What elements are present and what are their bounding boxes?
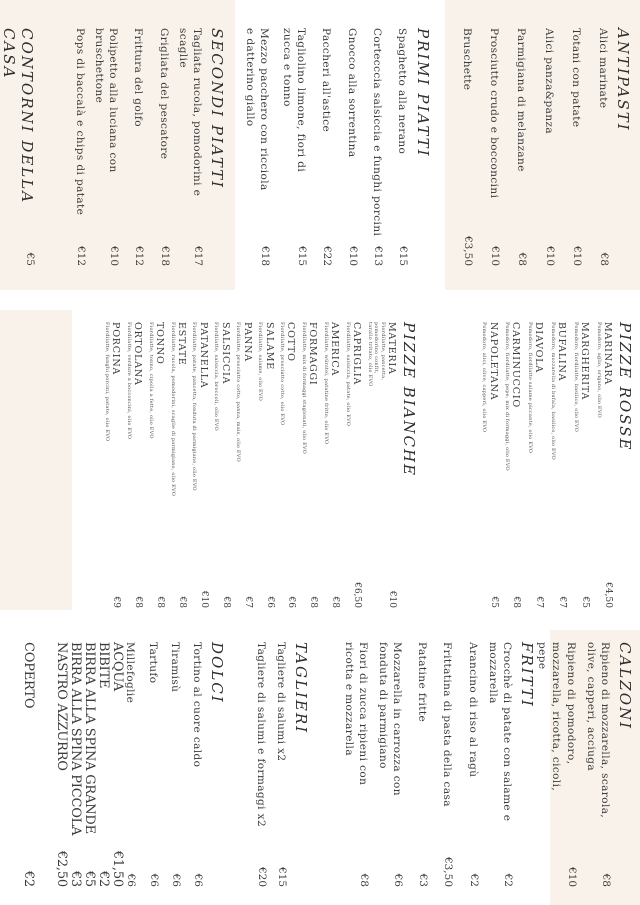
list-item: [596, 28, 610, 266]
item-name: Cortecccia salsiccia e funghi porcini: [370, 28, 383, 237]
primi-list: [243, 28, 409, 266]
item-name: Paccheri all'astice: [320, 28, 333, 133]
item-price: €7: [557, 596, 568, 608]
item-name: Tagliata rucola, pomodorini e scaglie: [176, 28, 203, 197]
item-price: €7: [534, 596, 545, 608]
item-price: €10: [108, 245, 121, 266]
dolci-title: DOLCI: [208, 642, 226, 704]
list-item: [254, 642, 268, 887]
item-price: €10: [387, 590, 397, 608]
secondi-section: [73, 28, 226, 266]
list-item: [465, 642, 479, 887]
item-price: €8: [220, 596, 231, 608]
list-item: [131, 28, 145, 266]
list-item: [213, 322, 231, 608]
list-item: [280, 28, 308, 266]
pizze-rosse-title: PIZZE ROSSE: [616, 322, 634, 452]
item-price: €8: [357, 873, 370, 887]
item-name: Alici panza&panza: [542, 28, 555, 135]
item-name: Ripieno di mozzarella, scarola, olive, capperi, acciuga: [584, 642, 611, 819]
item-name: Spaghetto alla nerano: [396, 28, 408, 155]
list-item: [103, 322, 121, 608]
pizza-desc: Pomodoro, fiordilatte, pepe, mix di formaggi, olio EVO: [504, 322, 511, 471]
list-item: [344, 322, 362, 608]
item-price: €8: [155, 596, 166, 608]
pizza-name: TONNO: [154, 322, 166, 365]
pizza-name: DIAVOLA: [533, 322, 545, 374]
item-price: €5: [82, 870, 97, 887]
pizza-name: NAPOLETANA: [487, 322, 499, 401]
contorni-section: [0, 28, 36, 266]
item-name: Frittatina di pasta della casa: [441, 642, 454, 807]
item-name: Tagliere di salumi e formaggi x2: [254, 642, 267, 828]
secondi-list: [73, 28, 204, 266]
item-price: €6: [125, 873, 138, 887]
item-price: €8: [330, 596, 341, 608]
item-price: €6,50: [352, 582, 363, 608]
calzoni-list: [535, 642, 612, 887]
list-item: [168, 642, 182, 887]
taglieri-title: TAGLIERI: [292, 642, 310, 735]
list-item: [123, 642, 137, 887]
item-price: €7: [242, 596, 253, 608]
pizza-desc: Pomodoro, fiordilatte salame piccante, olio EVO: [526, 322, 533, 454]
list-item: [481, 322, 499, 608]
antipasti-title: ANTIPASTI: [614, 28, 632, 132]
pizza-desc: Fiordilatte, salame, olio EVO: [257, 322, 264, 401]
item-name: BIRRA ALLA SPINA PICCOLA: [68, 642, 83, 836]
item-price: €6: [264, 596, 275, 608]
item-name: NASTRO AZZURRO: [54, 642, 69, 771]
item-price: €2: [467, 873, 480, 887]
item-name: BIRRA ALLA SPINA GRANDE: [82, 642, 97, 834]
pizza-desc: Fiordilatte, mix di formaggi stagionati, olio EVO: [300, 322, 307, 454]
pizza-desc: Fiordilatte, pancetta, pomodorino confit, tarallo tritato, olio EVO: [366, 322, 386, 387]
item-price: €18: [158, 245, 171, 266]
taglieri-list: [254, 642, 288, 887]
item-name: Patatine fritte: [416, 642, 429, 723]
list-item: [73, 28, 87, 266]
extras-column: [0, 642, 640, 887]
pizza-name: ESTATE: [175, 322, 187, 366]
list-item: [415, 642, 429, 887]
dolci-section: [123, 642, 226, 887]
item-name: Ripieno di pomodoro, mozzarella, ricotta, cicoli, pepe: [536, 642, 577, 792]
item-price: €10: [543, 245, 556, 266]
item-price: €12: [74, 245, 87, 266]
item-name: Grigliata del pescatore: [157, 28, 170, 160]
pizza-name: PORCINA: [110, 322, 122, 376]
list-item: [191, 322, 209, 608]
item-name: Arancino di riso al ragù: [466, 642, 479, 778]
list-item: [541, 28, 555, 266]
list-item: [96, 642, 110, 887]
calzoni-title: CALZONI: [616, 642, 634, 731]
list-item: [92, 28, 120, 266]
list-item: [243, 28, 271, 266]
list-item: [514, 28, 528, 266]
item-price: €6: [392, 873, 405, 887]
pizze-bianche-title: PIZZE BIANCHE: [400, 322, 418, 477]
item-price: €15: [296, 245, 309, 266]
list-item: [549, 322, 567, 608]
list-item: [279, 322, 297, 608]
item-price: €6: [147, 873, 160, 887]
taglieri-section: [254, 642, 310, 887]
item-price: €8: [176, 596, 187, 608]
contorni-title: CONTORNI DELLA CASA: [0, 28, 36, 205]
item-name: Polipetto alla luciana con bruschettone: [93, 28, 120, 173]
coperto-price: €2: [21, 870, 36, 887]
item-price: €8: [600, 873, 612, 887]
list-item: [460, 28, 474, 266]
item-price: €15: [397, 245, 409, 266]
item-price: €6: [169, 873, 182, 887]
list-item: [274, 642, 288, 887]
item-price: €17: [192, 245, 204, 266]
list-item: [535, 642, 578, 887]
item-name: Tortino al cuore caldo: [191, 642, 203, 768]
list-item: [68, 642, 82, 887]
fritti-title: FRITTI: [518, 642, 536, 708]
item-price: €5: [488, 596, 499, 608]
list-item: [504, 322, 522, 608]
list-item: [235, 322, 253, 608]
item-price: €6: [286, 596, 297, 608]
list-item: [300, 322, 318, 608]
list-item: [176, 28, 204, 266]
pizza-desc: Fiordilatte, prosciutto cotto, panna, mais, olio EVO: [235, 322, 242, 462]
item-price: €10: [489, 245, 502, 266]
pizza-desc: Fiordilatte, salsiccia, broccoli, olio EVO: [213, 322, 220, 431]
coperto-row: [21, 642, 36, 887]
item-name: ACQUA: [110, 642, 125, 691]
item-name: Mozzarella in carrozza con fonduta di parmigiano: [376, 642, 404, 796]
pizza-desc: Fiordilatte, rucola, pomodorini, scaglie di parmigiano, olio EVO: [169, 322, 176, 497]
pizza-desc: Fiordilatte, funghi porcini, patate, olio EVO: [103, 322, 110, 442]
item-price: €3,50: [442, 856, 455, 887]
list-item: [366, 322, 397, 608]
pizza-name: BUFALINA: [556, 322, 568, 382]
pizza-desc: Fiordilatte, tonno, cipolla a fette, olio EVO: [147, 322, 154, 439]
list-item: [595, 322, 613, 608]
item-price: €15: [276, 866, 288, 887]
item-price: €2: [96, 870, 111, 887]
item-price: €3: [417, 873, 430, 887]
pizza-name: SALAME: [263, 322, 275, 370]
item-name: Prosciutto crudo e bocconcini: [488, 28, 501, 199]
item-price: €18: [258, 245, 271, 266]
list-item: [486, 642, 514, 887]
pizza-desc: Fiordilatte, salsiccia, patate, olio EVO: [344, 322, 351, 427]
item-price: €10: [346, 245, 359, 266]
item-name: Tagliere di salumi x2: [275, 642, 287, 762]
dolci-list: [123, 642, 204, 887]
item-name: Tartufo: [146, 642, 159, 684]
item-price: €8: [133, 596, 144, 608]
pizza-desc: Fiordilatte, würstel, patatine fritte, olio EVO: [322, 322, 329, 445]
item-price: €3,50: [462, 235, 475, 266]
list-item: [395, 28, 409, 266]
item-name: Fiori di zucca ripieni con ricotta e mozzarella: [342, 642, 369, 786]
pizze-bianche-section: [103, 322, 418, 608]
secondi-title: SECONDI PIATTI: [208, 28, 226, 190]
item-price: €8: [511, 596, 522, 608]
list-item: [257, 322, 275, 608]
pizza-desc: Pomodoro, aglio, origano, olio EVO: [595, 322, 602, 418]
list-item: [569, 28, 583, 266]
item-price: €10: [570, 245, 583, 266]
pizza-name: PANNA: [241, 322, 253, 362]
item-name: Tiramisù: [168, 642, 181, 693]
list-item: [440, 642, 454, 887]
item-price: €8: [598, 252, 610, 266]
item-price: €10: [198, 590, 209, 608]
list-item: [110, 642, 124, 887]
pizza-name: MARGHERITA: [579, 322, 591, 401]
list-item: [319, 28, 333, 266]
contorni-row: [0, 28, 36, 266]
item-price: €12: [133, 245, 146, 266]
pizze-rosse-section: [481, 322, 634, 608]
item-price: €8: [516, 252, 529, 266]
item-price: €8: [308, 596, 319, 608]
list-item: [54, 642, 68, 887]
pizza-desc: Pomodoro, alici, olive, capperi, olio EVO: [481, 322, 488, 433]
item-price: €2,50: [54, 850, 69, 887]
pizza-desc: Fiordilatte, patate, pancetta, fonduta di parmigiano, olio EVO: [191, 322, 198, 491]
primi-section: [243, 28, 432, 266]
pizze-rosse-list: [481, 322, 613, 608]
list-item: [526, 322, 544, 608]
list-item: [341, 642, 369, 887]
list-item: [572, 322, 590, 608]
coperto-section: [21, 642, 36, 887]
pizza-name: PATANELLA: [197, 322, 209, 389]
food-column: [0, 28, 640, 266]
pizza-name: COTTO: [285, 322, 297, 362]
pizze-column: [0, 322, 640, 608]
item-price: €3: [68, 870, 83, 887]
item-name: Bruschette: [461, 28, 474, 91]
list-item: [125, 322, 143, 608]
bevande-section: [54, 642, 124, 887]
item-price: €10: [565, 866, 578, 887]
antipasti-list: [460, 28, 610, 266]
item-name: Tagliolino limone, fiori di zucca e tonno: [281, 28, 308, 173]
pizza-name: FORMAGGI: [307, 322, 319, 386]
list-item: [145, 642, 159, 887]
list-item: [82, 642, 96, 887]
calzoni-section: [535, 642, 634, 887]
item-name: Totani con patate: [569, 28, 582, 128]
list-item: [344, 28, 358, 266]
list-item: [147, 322, 165, 608]
pizza-name: MARINARA: [602, 322, 613, 386]
list-item: [190, 642, 204, 887]
pizza-desc: Pomodoro, mozzarella di bufala, basilico, olio EVO: [549, 322, 556, 460]
pizza-name: SALSICCIA: [219, 322, 231, 385]
item-price: €9: [111, 596, 122, 608]
item-price: €4,50: [603, 582, 613, 608]
item-name: BIBITE: [96, 642, 111, 689]
item-name: Millefoglie: [124, 642, 137, 704]
item-name: Mezzo pacchero con ricciola e datterino giallo: [243, 28, 270, 191]
pizza-name: CAPRIGLIA: [351, 322, 363, 386]
pizza-name: ORTOLANA: [132, 322, 144, 386]
fritti-section: [341, 642, 536, 887]
pizza-name: AMERICA: [329, 322, 341, 377]
item-price: €22: [321, 245, 334, 266]
coperto-label: COPERTO: [21, 642, 36, 709]
item-name: Pops di baccalà e chips di patate: [73, 28, 86, 216]
list-item: [370, 28, 384, 266]
pizze-bianche-list: [103, 322, 397, 608]
antipasti-section: [460, 28, 632, 266]
primi-title: PRIMI PIATTI: [414, 28, 432, 158]
list-item: [322, 322, 340, 608]
pizza-desc: Fiordilatte, verdure a bocconcini, olio EVO: [125, 322, 132, 440]
item-name: Gnocco alla sorrentina: [345, 28, 358, 158]
list-item: [156, 28, 170, 266]
item-price: €5: [580, 596, 591, 608]
item-name: Crocchè di patate con salame e mozzarella: [486, 642, 513, 822]
pizza-name: CARMINUCCIO: [510, 322, 522, 408]
item-name: Frittura del golfo: [132, 28, 145, 127]
pizza-name: MATERIA: [386, 322, 397, 375]
list-item: [169, 322, 187, 608]
pizza-desc: Pomodoro, fiordilatte, basilico, olio EVO: [572, 322, 579, 432]
item-name: Alici marinate: [597, 28, 609, 109]
item-price: €20: [255, 866, 268, 887]
contorni-price: €5: [24, 252, 36, 266]
item-price: €6: [192, 873, 204, 887]
item-name: Parmigiana di melanzane: [515, 28, 528, 172]
fritti-list: [341, 642, 514, 887]
item-price: €2: [502, 873, 514, 887]
list-item: [376, 642, 404, 887]
pizza-desc: Fiordilatte, prosciutto cotto, olio EVO: [279, 322, 286, 426]
list-item: [584, 642, 612, 887]
item-price: €1,50: [110, 850, 125, 887]
item-price: €13: [371, 245, 384, 266]
list-item: [487, 28, 501, 266]
